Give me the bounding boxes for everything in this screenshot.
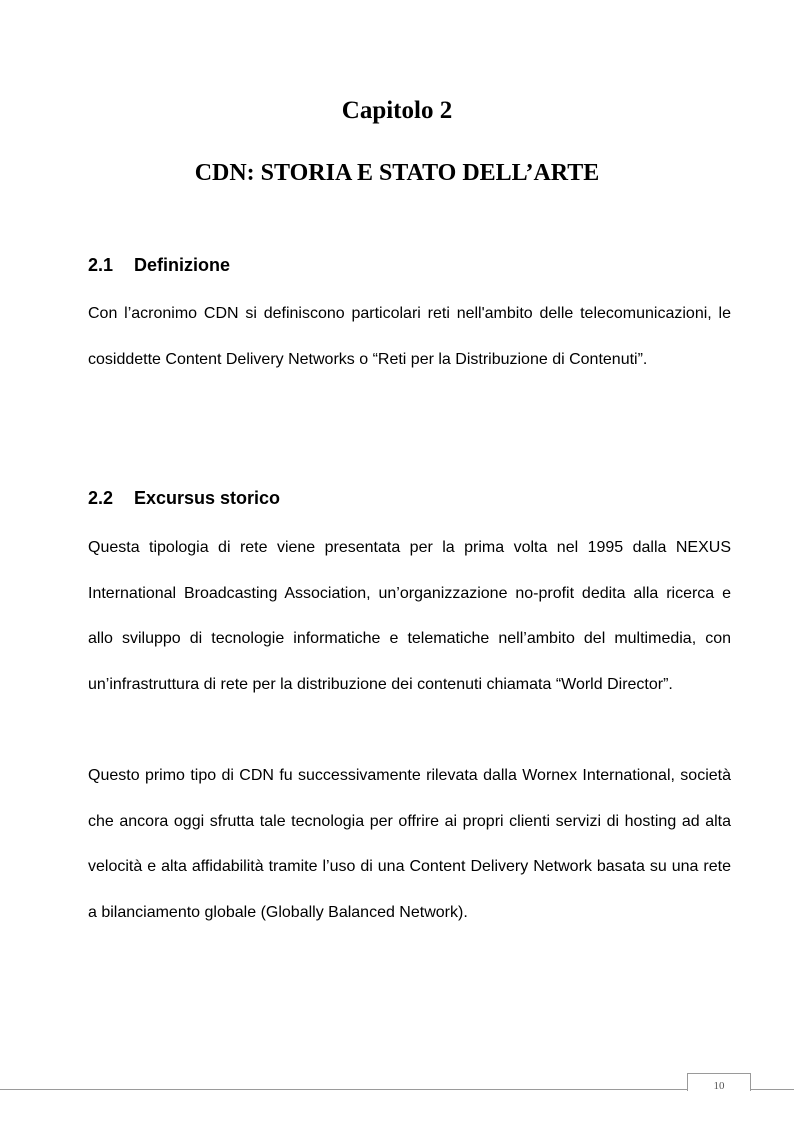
- section-heading-excursus: [88, 486, 280, 510]
- section-title: Definizione: [134, 255, 231, 275]
- section-heading-definizione: [88, 253, 230, 277]
- paragraph-definizione: Con l’acronimo CDN si definiscono particolari reti nell'ambito delle telecomunicazioni, le cosiddette Content Delivery Networks o “Reti per la Distribuzione di Contenuti”.: [88, 305, 731, 368]
- chapter-label: Capitolo 2: [341, 97, 453, 124]
- paragraph-excursus-2: Questo primo tipo di CDN fu successivamente rilevata dalla Wornex International, società che ancora oggi sfrutta tale tecnologia per offrire ai propri clienti servizi di hosting ad alta velocità e alta affidabilità tramite l’uso di una Content Delivery Network basata su una rete a bilanciamento globale (Globally Balanced Network).: [88, 767, 731, 921]
- section-title: Excursus storico: [134, 488, 281, 508]
- section-number: 2.2: [88, 488, 114, 508]
- chapter-title: CDN: STORIA E STATO DELL’ARTE: [194, 160, 600, 186]
- footer-divider: [0, 1089, 794, 1090]
- page-number: 10: [687, 1073, 751, 1091]
- section-number: 2.1: [88, 255, 114, 275]
- paragraph-excursus-1: Questa tipologia di rete viene presentata per la prima volta nel 1995 dalla NEXUS International Broadcasting Association, un’organizzazione no-profit dedita alla ricerca e allo sviluppo di tecnologie informatiche e telematiche nell’ambito del multimedia, con un’infrastruttura di rete per la distribuzione dei contenuti chiamata “World Director”.: [88, 539, 731, 693]
